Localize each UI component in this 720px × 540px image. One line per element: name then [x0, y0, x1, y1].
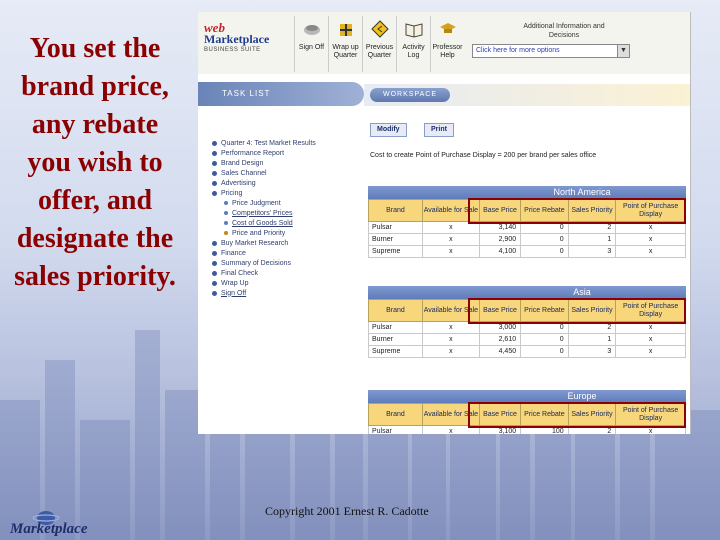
cell-price[interactable]: 2,610 — [479, 334, 520, 346]
cell-available: x — [422, 234, 479, 246]
table-row — [369, 246, 686, 258]
region-title: Europe — [368, 390, 686, 403]
cell-display[interactable]: x — [616, 234, 686, 246]
bullet-icon — [224, 201, 228, 205]
more-options-select[interactable] — [472, 44, 630, 58]
bullet-icon — [212, 191, 217, 196]
cell-price[interactable]: 2,900 — [479, 234, 520, 246]
modify-button[interactable]: Modify — [370, 123, 407, 137]
sign-off-icon — [303, 20, 321, 38]
column-header: Base Price — [479, 404, 520, 426]
marketplace-logo — [6, 508, 116, 538]
cell-brand: Pulsar — [369, 322, 423, 334]
task-item-label: Final Check — [221, 269, 258, 277]
task-item[interactable] — [212, 288, 362, 298]
task-item[interactable] — [212, 188, 362, 198]
activity-log-button[interactable] — [396, 16, 430, 72]
task-item-label: Advertising — [221, 179, 256, 187]
region-north-america — [368, 186, 686, 258]
column-header: Sales Priority — [568, 200, 616, 222]
cell-available: x — [422, 426, 479, 435]
chevron-down-icon[interactable]: ▼ — [617, 45, 629, 57]
cell-brand: Pulsar — [369, 222, 423, 234]
task-item-label: Summary of Decisions — [221, 259, 292, 267]
column-header: Available for Sale — [422, 404, 479, 426]
task-item[interactable] — [212, 248, 362, 258]
cell-available: x — [422, 346, 479, 358]
column-header: Base Price — [479, 200, 520, 222]
workspace-tab[interactable]: WORKSPACE — [370, 88, 450, 102]
task-item-label: Performance Report — [221, 149, 285, 157]
cell-display[interactable]: x — [616, 346, 686, 358]
table-row — [369, 334, 686, 346]
bullet-icon — [212, 161, 217, 166]
pricing-table — [368, 403, 686, 434]
task-item[interactable] — [212, 208, 362, 218]
bullet-icon — [212, 181, 217, 186]
region-asia — [368, 286, 686, 358]
cell-price[interactable]: 4,100 — [479, 246, 520, 258]
table-header-row — [369, 404, 686, 426]
task-list-tab[interactable]: TASK LIST — [198, 82, 364, 106]
tool-label: Previous Quarter — [365, 44, 394, 59]
previous-quarter-icon — [371, 20, 389, 38]
cell-price[interactable]: 4,450 — [479, 346, 520, 358]
region-title: North America — [368, 186, 686, 199]
table-row — [369, 426, 686, 435]
wrap-up-icon — [337, 20, 355, 38]
bullet-icon — [212, 271, 217, 276]
column-header: Sales Priority — [568, 300, 616, 322]
task-item[interactable] — [212, 238, 362, 248]
table-row — [369, 346, 686, 358]
column-header: Price Rebate — [521, 300, 569, 322]
column-header: Brand — [369, 404, 423, 426]
cell-priority[interactable]: 1 — [568, 234, 616, 246]
cell-rebate[interactable]: 0 — [521, 246, 569, 258]
toolbar — [294, 16, 464, 74]
task-item-label: Price and Priority — [232, 229, 286, 237]
table-header-row — [369, 200, 686, 222]
table-header-row — [369, 300, 686, 322]
additional-info-label: Additional Information and Decisions — [523, 23, 605, 39]
cost-note: Cost to create Point of Purchase Display = 200 per brand per sales office — [370, 152, 597, 159]
cell-priority[interactable]: 1 — [568, 334, 616, 346]
cell-display[interactable]: x — [616, 246, 686, 258]
table-row — [369, 222, 686, 234]
column-header: Point of Purchase Display — [616, 300, 686, 322]
workspace-banner — [364, 84, 691, 106]
cell-price[interactable]: 3,100 — [479, 426, 520, 435]
cell-display[interactable]: x — [616, 222, 686, 234]
bullet-icon — [224, 221, 228, 225]
task-item-label: Finance — [221, 249, 246, 257]
pricing-table — [368, 299, 686, 358]
copyright-text: Copyright 2001 Ernest R. Cadotte — [265, 504, 429, 518]
region-title: Asia — [368, 286, 686, 299]
task-item[interactable] — [212, 218, 362, 228]
task-item-label: Sign Off — [221, 289, 247, 297]
sign-off-button[interactable] — [294, 16, 328, 72]
wrap-up-quarter-button[interactable] — [328, 16, 362, 72]
task-item[interactable] — [212, 148, 362, 158]
bullet-icon — [212, 241, 217, 246]
cell-brand: Burner — [369, 334, 423, 346]
cell-price[interactable]: 3,140 — [479, 222, 520, 234]
task-item-label: Cost of Goods Sold — [232, 219, 293, 227]
task-item-label: Pricing — [221, 189, 243, 197]
column-header: Available for Sale — [422, 300, 479, 322]
professor-help-icon — [439, 20, 457, 38]
cell-display[interactable]: x — [616, 334, 686, 346]
slide-caption: You set the brand price, any rebate you wish to offer, and designate the sales priority. — [14, 33, 176, 292]
cell-available: x — [422, 246, 479, 258]
bullet-icon — [212, 261, 217, 266]
task-item[interactable] — [212, 268, 362, 278]
task-sidebar — [198, 74, 364, 434]
column-header: Point of Purchase Display — [616, 404, 686, 426]
bullet-icon — [224, 211, 228, 215]
cell-brand: Supreme — [369, 346, 423, 358]
task-item-label: Brand Design — [221, 159, 264, 167]
column-header: Point of Purchase Display — [616, 200, 686, 222]
previous-quarter-button[interactable] — [362, 16, 396, 72]
logo-web-text: web — [204, 20, 225, 35]
bullet-icon — [212, 251, 217, 256]
activity-log-icon — [405, 20, 423, 38]
app-header — [198, 12, 691, 74]
task-item-label: Sales Channel — [221, 169, 267, 177]
column-header: Base Price — [479, 300, 520, 322]
bullet-icon — [224, 231, 228, 235]
logo-suite-text: BUSINESS SUITE — [204, 47, 261, 53]
task-item[interactable] — [212, 198, 362, 208]
tool-label: Professor Help — [432, 44, 463, 59]
cell-priority[interactable]: 2 — [568, 426, 616, 435]
cell-rebate[interactable]: 0 — [521, 222, 569, 234]
cell-price[interactable]: 3,000 — [479, 322, 520, 334]
cell-brand: Pulsar — [369, 426, 423, 435]
cell-rebate[interactable]: 100 — [521, 426, 569, 435]
cell-display[interactable]: x — [616, 426, 686, 435]
column-header: Brand — [369, 300, 423, 322]
cell-available: x — [422, 222, 479, 234]
cell-rebate[interactable]: 0 — [521, 334, 569, 346]
table-row — [369, 322, 686, 334]
more-options-value: Click here for more options — [476, 47, 560, 54]
print-button[interactable]: Print — [424, 123, 454, 137]
bullet-icon — [212, 281, 217, 286]
cell-brand: Burner — [369, 234, 423, 246]
task-item[interactable] — [212, 138, 362, 148]
task-item[interactable] — [212, 168, 362, 178]
tool-label: Sign Off — [298, 44, 325, 51]
task-item[interactable] — [212, 258, 362, 268]
task-item[interactable] — [212, 158, 362, 168]
pricing-table — [368, 199, 686, 258]
task-item-label: Competitors' Prices — [232, 209, 293, 217]
column-header: Available for Sale — [422, 200, 479, 222]
column-header: Brand — [369, 200, 423, 222]
cell-brand: Supreme — [369, 246, 423, 258]
task-item-label: Quarter 4: Test Market Results — [221, 139, 316, 147]
task-item-label: Buy Market Research — [221, 239, 289, 247]
cell-priority[interactable]: 3 — [568, 346, 616, 358]
task-item[interactable] — [212, 178, 362, 188]
bullet-icon — [212, 171, 217, 176]
webmarketplace-screenshot — [198, 12, 691, 434]
marketplace-logo-text: Marketplace — [10, 521, 88, 537]
professor-help-button[interactable] — [430, 16, 464, 72]
task-item-label: Wrap Up — [221, 279, 249, 287]
tool-label: Wrap up Quarter — [332, 44, 359, 59]
column-header: Price Rebate — [521, 404, 569, 426]
workspace — [364, 74, 691, 434]
task-item-label: Price Judgment — [232, 199, 281, 207]
cell-priority[interactable]: 3 — [568, 246, 616, 258]
bullet-icon — [212, 151, 217, 156]
logo-name-text: Marketplace — [204, 32, 270, 46]
bullet-icon — [212, 291, 217, 296]
table-row — [369, 234, 686, 246]
cell-display[interactable]: x — [616, 322, 686, 334]
column-header: Sales Priority — [568, 404, 616, 426]
cell-rebate[interactable]: 0 — [521, 322, 569, 334]
cell-available: x — [422, 334, 479, 346]
tool-label: Activity Log — [402, 44, 425, 59]
cell-priority[interactable]: 2 — [568, 322, 616, 334]
bullet-icon — [212, 141, 217, 146]
webmarketplace-logo — [204, 20, 290, 70]
column-header: Price Rebate — [521, 200, 569, 222]
task-item[interactable] — [212, 228, 362, 238]
cell-rebate[interactable]: 0 — [521, 234, 569, 246]
task-list — [212, 138, 362, 298]
task-item[interactable] — [212, 278, 362, 288]
region-europe — [368, 390, 686, 434]
cell-priority[interactable]: 2 — [568, 222, 616, 234]
cell-available: x — [422, 322, 479, 334]
cell-rebate[interactable]: 0 — [521, 346, 569, 358]
